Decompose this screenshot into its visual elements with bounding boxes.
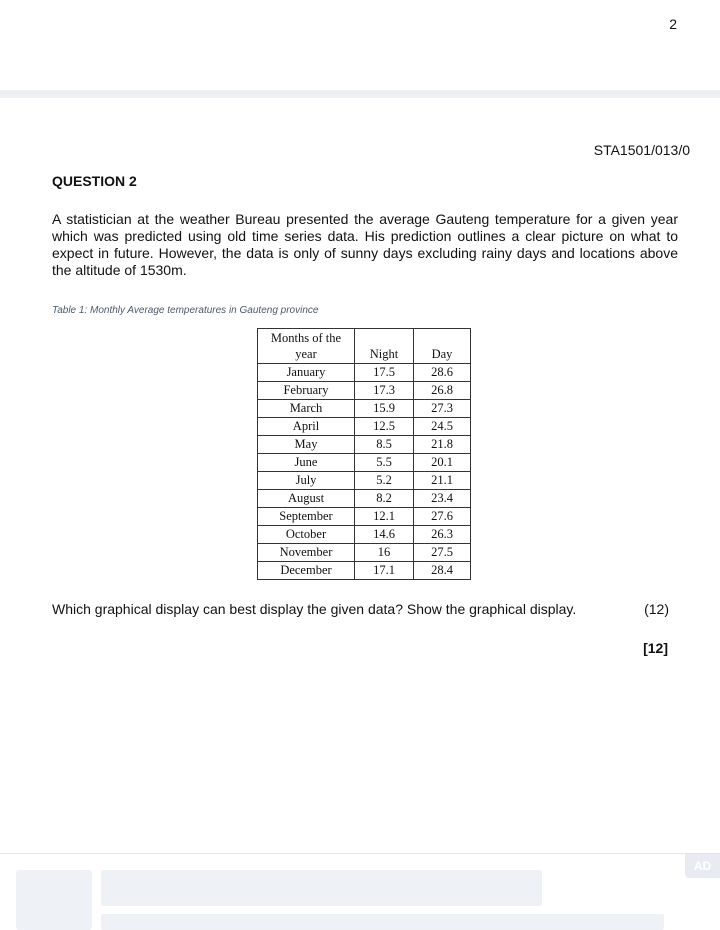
cell-month: December xyxy=(258,562,355,580)
question-prompt: Which graphical display can best display the given data? Show the graphical display. xyxy=(52,601,577,617)
ad-badge[interactable]: AD xyxy=(685,854,720,878)
table-caption: Table 1: Monthly Average temperatures in Gauteng province xyxy=(52,305,319,316)
cell-night: 8.5 xyxy=(355,436,414,454)
cell-day: 24.5 xyxy=(414,418,471,436)
cell-month: November xyxy=(258,544,355,562)
cell-month: January xyxy=(258,364,355,382)
cell-day: 21.1 xyxy=(414,472,471,490)
cell-night: 15.9 xyxy=(355,400,414,418)
cell-day: 28.4 xyxy=(414,562,471,580)
cell-night: 5.5 xyxy=(355,454,414,472)
cell-month: February xyxy=(258,382,355,400)
cell-month: September xyxy=(258,508,355,526)
table-row xyxy=(258,382,471,400)
table-row xyxy=(258,418,471,436)
ad-text-placeholder[interactable] xyxy=(101,914,664,930)
table-row xyxy=(258,454,471,472)
table-row xyxy=(258,400,471,418)
cell-night: 14.6 xyxy=(355,526,414,544)
page-divider xyxy=(0,90,720,98)
cell-day: 23.4 xyxy=(414,490,471,508)
question-body: A statistician at the weather Bureau presented the average Gauteng temperature for a given year which was predicted using old time series data. His prediction outlines a clear picture on what to expect in future. However, the data is only of sunny days excluding rainy days and locations above the altitude of 1530m. xyxy=(52,211,678,278)
cell-night: 17.3 xyxy=(355,382,414,400)
table-row xyxy=(258,436,471,454)
cell-day: 27.6 xyxy=(414,508,471,526)
header-day: Day xyxy=(414,329,471,364)
cell-month: June xyxy=(258,454,355,472)
cell-day: 27.3 xyxy=(414,400,471,418)
table-row xyxy=(258,490,471,508)
cell-night: 17.5 xyxy=(355,364,414,382)
cell-day: 21.8 xyxy=(414,436,471,454)
cell-night: 5.2 xyxy=(355,472,414,490)
cell-month: July xyxy=(258,472,355,490)
header-night: Night xyxy=(355,329,414,364)
table-row xyxy=(258,562,471,580)
question-marks: (12) xyxy=(644,601,669,617)
question-heading: QUESTION 2 xyxy=(52,173,137,189)
temperature-table xyxy=(257,328,471,580)
cell-month: April xyxy=(258,418,355,436)
table-row xyxy=(258,364,471,382)
page-number: 2 xyxy=(669,16,677,32)
cell-day: 28.6 xyxy=(414,364,471,382)
ad-title-placeholder[interactable] xyxy=(101,870,542,906)
cell-day: 20.1 xyxy=(414,454,471,472)
cell-night: 12.5 xyxy=(355,418,414,436)
table-row xyxy=(258,508,471,526)
footer-divider xyxy=(0,853,720,854)
cell-month: March xyxy=(258,400,355,418)
cell-month: August xyxy=(258,490,355,508)
table-header-row xyxy=(258,329,471,364)
cell-month: May xyxy=(258,436,355,454)
cell-night: 12.1 xyxy=(355,508,414,526)
document-code: STA1501/013/0 xyxy=(593,142,690,158)
cell-night: 17.1 xyxy=(355,562,414,580)
table-row xyxy=(258,472,471,490)
cell-day: 26.8 xyxy=(414,382,471,400)
cell-night: 8.2 xyxy=(355,490,414,508)
table-row xyxy=(258,526,471,544)
ad-thumbnail-placeholder[interactable] xyxy=(16,870,92,930)
cell-month: October xyxy=(258,526,355,544)
table-row xyxy=(258,544,471,562)
cell-day: 26.3 xyxy=(414,526,471,544)
cell-day: 27.5 xyxy=(414,544,471,562)
total-marks: [12] xyxy=(643,640,668,656)
header-months: Months of the year xyxy=(258,329,355,364)
cell-night: 16 xyxy=(355,544,414,562)
